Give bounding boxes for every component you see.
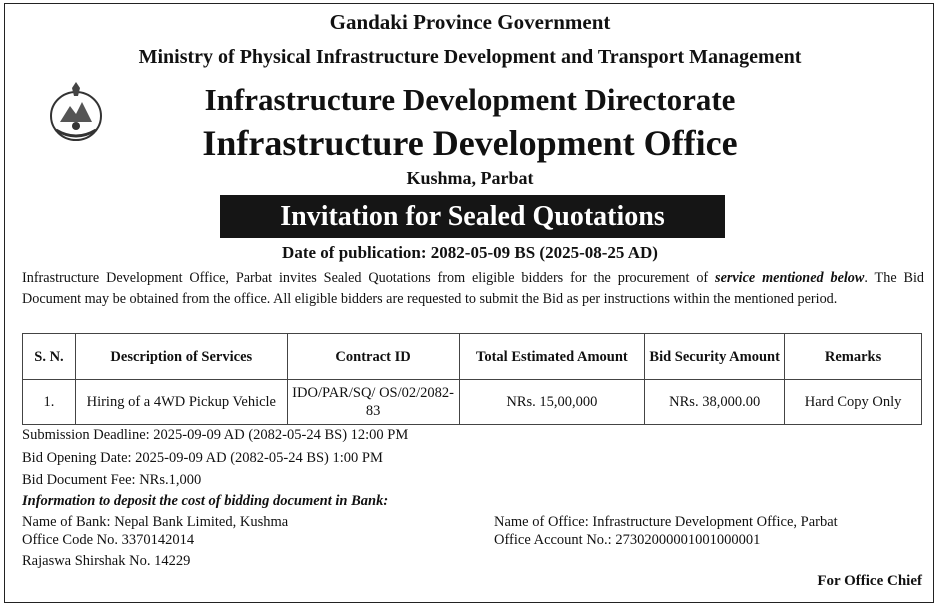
column-header: Remarks <box>785 334 922 380</box>
submission-deadline: Submission Deadline: 2025-09-09 AD (2082-05-24 BS) 12:00 PM <box>22 427 409 443</box>
office-code: Office Code No. 3370142014 <box>22 532 195 548</box>
services-table <box>22 333 922 425</box>
cell-sn: 1. <box>23 380 76 425</box>
table-row <box>23 380 922 425</box>
table-header-row <box>23 334 922 380</box>
bank-info-heading: Information to deposit the cost of bidding document in Bank: <box>22 493 389 509</box>
bid-opening-date: Bid Opening Date: 2025-09-09 AD (2082-05-24 BS) 1:00 PM <box>22 450 383 466</box>
bid-document-fee: Bid Document Fee: NRs.1,000 <box>22 472 202 488</box>
intro-paragraph <box>22 268 924 310</box>
notice-title: Invitation for Sealed Quotations <box>220 195 725 238</box>
cell-bid-security: NRs. 38,000.00 <box>645 380 785 425</box>
directorate-name: Infrastructure Development Directorate <box>204 82 736 117</box>
signoff: For Office Chief <box>817 573 922 589</box>
column-header: S. N. <box>23 334 76 380</box>
intro-text-end: . The Bid Document may be obtained from the office. All eligible bidders are requested to submit the Bid as per instructions within the mentioned period. <box>22 270 924 307</box>
office-name: Infrastructure Development Office <box>202 123 738 163</box>
intro-text-start: Infrastructure Development Office, Parbat invites Sealed Quotations from eligible bidders for the procurement of <box>22 270 716 286</box>
cell-estimated-amount: NRs. 15,00,000 <box>459 380 645 425</box>
office-location: Kushma, Parbat <box>406 168 534 188</box>
rajaswa-shirshak: Rajaswa Shirshak No. 14229 <box>22 553 191 569</box>
bank-name: Name of Bank: Nepal Bank Limited, Kushma <box>22 514 289 530</box>
column-header: Bid Security Amount <box>645 334 785 380</box>
intro-emphasis: service mentioned below <box>715 270 865 286</box>
government-name: Gandaki Province Government <box>329 10 611 34</box>
ministry-name: Ministry of Physical Infrastructure Development and Transport Management <box>138 46 802 68</box>
column-header: Contract ID <box>287 334 459 380</box>
cell-description: Hiring of a 4WD Pickup Vehicle <box>75 380 287 425</box>
account-office-name: Name of Office: Infrastructure Development Office, Parbat <box>494 514 838 530</box>
cell-remarks: Hard Copy Only <box>785 380 922 425</box>
cell-contract-id: IDO/PAR/SQ/ OS/02/2082-83 <box>287 380 459 425</box>
column-header: Description of Services <box>75 334 287 380</box>
column-header: Total Estimated Amount <box>459 334 645 380</box>
publication-date: Date of publication: 2082-05-09 BS (2025-08-25 AD) <box>282 243 658 262</box>
office-account-number: Office Account No.: 27302000001001000001 <box>494 532 761 548</box>
